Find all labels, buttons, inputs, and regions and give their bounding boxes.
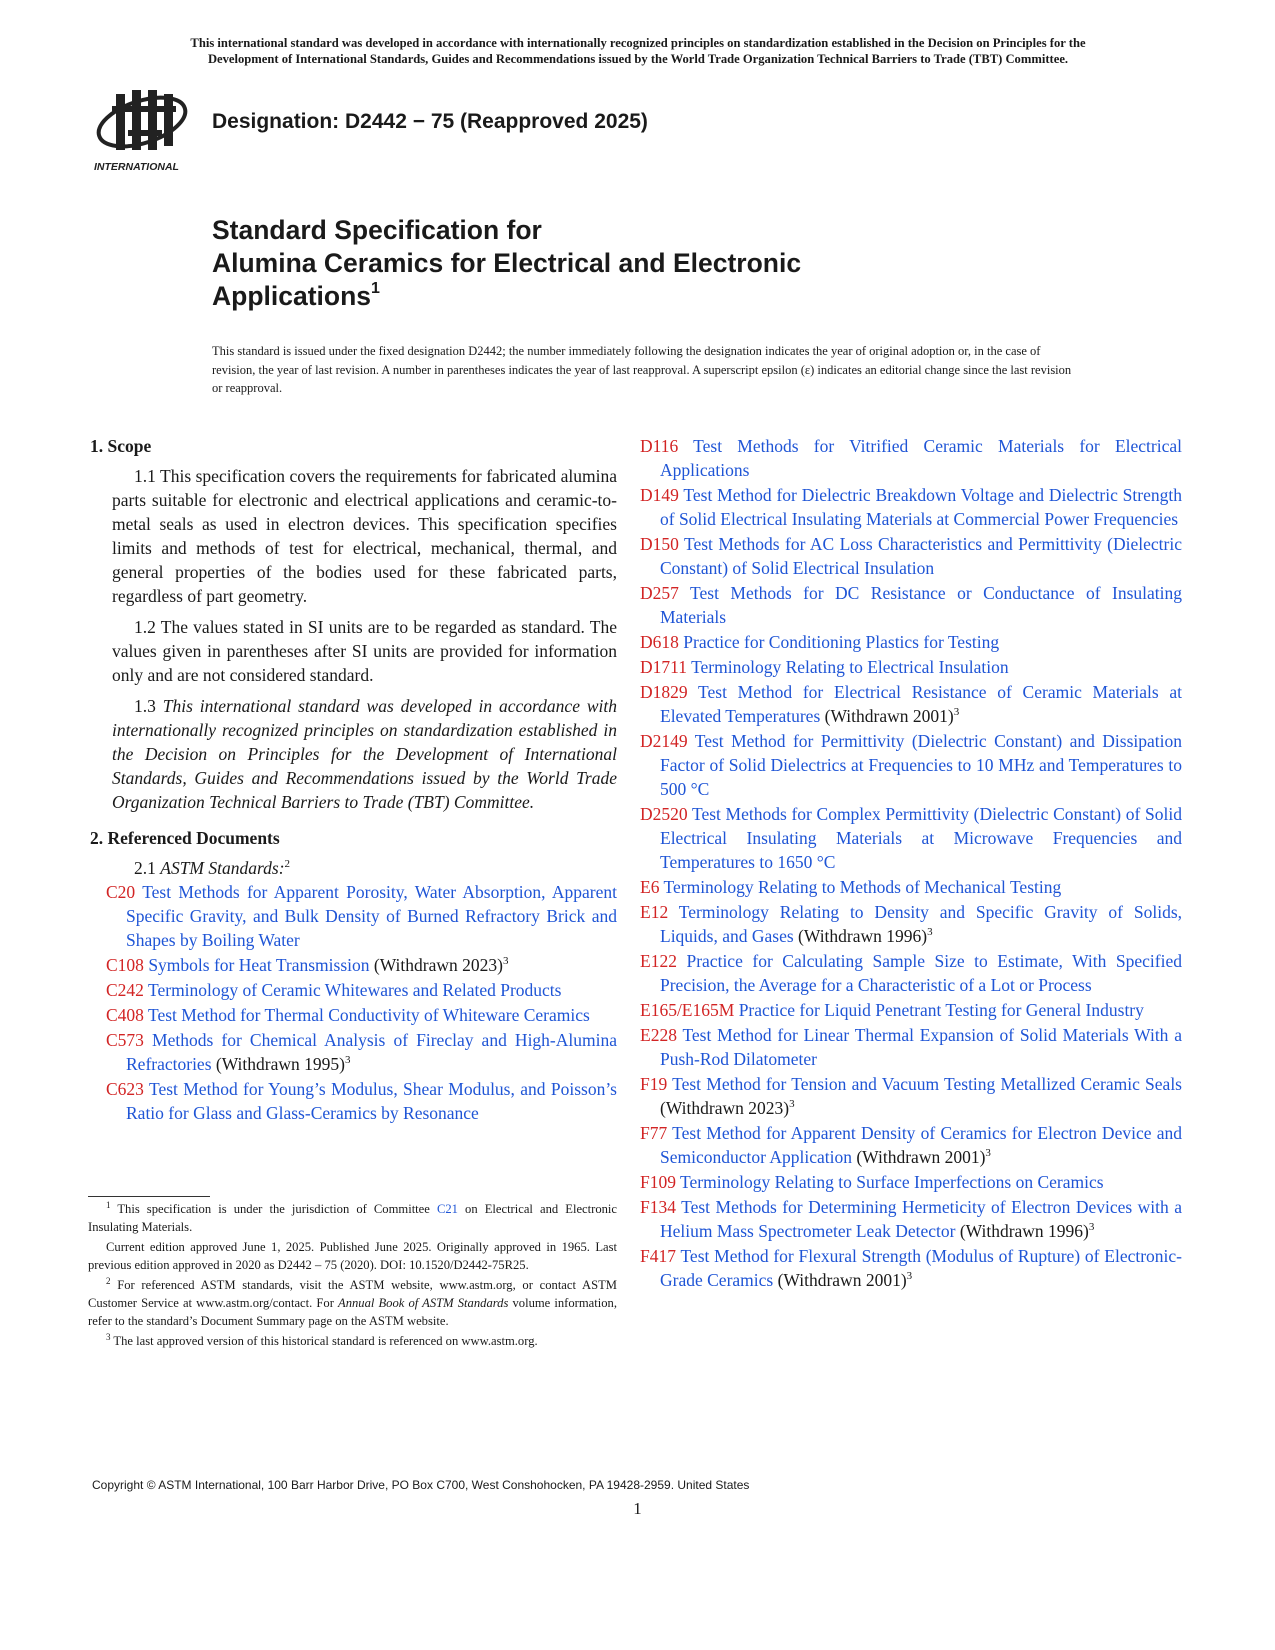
reference-item — [640, 900, 1182, 948]
reference-title-link[interactable]: Test Method for Flexural Strength (Modulus of Rupture) of Electronic-Grade Ceramics — [660, 1246, 1182, 1290]
astm-logo — [92, 84, 190, 174]
reference-code-link[interactable]: F77 — [640, 1123, 668, 1143]
reference-code-link[interactable]: D2149 — [640, 731, 688, 751]
reference-footnote-mark: 3 — [344, 1054, 351, 1066]
title-line-1: Standard Specification for — [212, 215, 542, 245]
reference-item — [640, 1023, 1182, 1071]
reference-footnote-mark: 3 — [502, 955, 509, 967]
reference-code-link[interactable]: E6 — [640, 877, 660, 897]
reference-title-link[interactable]: Test Methods for AC Loss Characteristics and Permittivity (Dielectric Constant) of Solid Electrical Insulation — [660, 534, 1182, 578]
reference-code-link[interactable]: C20 — [106, 882, 136, 902]
reference-footnote-mark: 3 — [927, 926, 933, 938]
reference-code-link[interactable]: D150 — [640, 534, 679, 554]
left-column — [90, 434, 618, 1125]
footnotes — [88, 1200, 617, 1352]
footnote-1-mark: 1 — [106, 1200, 111, 1210]
reference-code-link[interactable]: F109 — [640, 1172, 676, 1192]
reference-title-link[interactable]: Terminology of Ceramic Whitewares and Related Products — [148, 980, 562, 1000]
reference-title-link[interactable]: Practice for Liquid Penetrant Testing for General Industry — [738, 1000, 1144, 1020]
scope-paragraph-3-text: This international standard was developed in accordance with internationally recognized principles on standardization established in the Decision on Principles for the Development of International Standards, Guides and Recommendations issued by the World Trade Organization Technical Barriers to Trade (TBT) Committee. — [112, 696, 618, 812]
reference-code-link[interactable]: C408 — [106, 1005, 144, 1025]
reference-code-link[interactable]: E228 — [640, 1025, 677, 1045]
reference-item — [640, 875, 1182, 899]
scope-paragraph-2: 1.2 The values stated in SI units are to be regarded as standard. The values given in parentheses after SI units are provided for information only and are not considered standard. — [112, 617, 617, 685]
reference-title-link[interactable]: Test Methods for Vitrified Ceramic Materials for Electrical Applications — [660, 436, 1183, 480]
reference-title-link[interactable]: Test Method for Tension and Vacuum Testing Metallized Ceramic Seals — [672, 1074, 1182, 1094]
notice-line-1: This international standard was developed in accordance with internationally recognized principles on standardization established in the Decision on Principles for the — [190, 36, 1086, 50]
reference-item — [640, 802, 1182, 874]
reference-item — [640, 1121, 1182, 1169]
footnote-1-edition: Current edition approved June 1, 2025. Published June 2025. Originally approved in 1965. Last previous edition approved in 2020 as D2442 – 75 (2020). DOI: 10.1520/D2442-75R25. — [88, 1240, 617, 1272]
footnote-2-mark: 2 — [106, 1276, 111, 1286]
reference-title-link[interactable]: Test Method for Young’s Modulus, Shear Modulus, and Poisson’s Ratio for Glass and Glass-Ceramics by Resonance — [126, 1079, 617, 1123]
astm-logo-icon — [92, 84, 190, 174]
footnote-1-text-a: This specification is under the jurisdiction of Committee — [110, 1202, 437, 1216]
reference-code-link[interactable]: C623 — [106, 1079, 144, 1099]
reference-withdrawn-note: (Withdrawn 1996) — [959, 1221, 1089, 1241]
reference-item — [640, 1072, 1182, 1120]
reference-withdrawn-note: (Withdrawn 2023) — [373, 955, 503, 975]
reference-withdrawn-note: (Withdrawn 2001) — [824, 706, 954, 726]
reference-footnote-mark: 3 — [906, 1270, 913, 1282]
reference-title-link[interactable]: Methods for Chemical Analysis of Fireclay and High-Alumina Refractories — [126, 1030, 617, 1074]
subheading-footnote-mark: 2 — [284, 858, 291, 870]
reference-code-link[interactable]: C573 — [106, 1030, 144, 1050]
scope-paragraph-3-number: 1.3 — [134, 696, 163, 716]
reference-item — [640, 630, 1182, 654]
reference-title-link[interactable]: Symbols for Heat Transmission — [148, 955, 370, 975]
reference-footnote-mark: 3 — [953, 706, 960, 718]
title-footnote-mark: 1 — [371, 280, 380, 297]
reference-footnote-mark: 3 — [985, 1147, 991, 1159]
referenced-heading: 2. Referenced Documents — [90, 828, 280, 848]
reference-code-link[interactable]: F417 — [640, 1246, 676, 1266]
page-number: 1 — [633, 1499, 642, 1518]
reference-code-link[interactable]: C242 — [106, 980, 144, 1000]
footnote-3-mark: 3 — [106, 1332, 111, 1342]
reference-footnote-mark: 3 — [1088, 1221, 1095, 1233]
reference-title-link[interactable]: Test Method for Thermal Conductivity of Whiteware Ceramics — [148, 1005, 590, 1025]
reference-title-link[interactable]: Terminology Relating to Electrical Insulation — [691, 657, 1009, 677]
issued-statement: This standard is issued under the fixed designation D2442; the number immediately following the designation indicates the year of original adoption or, in the case of revision, the year of last revision. A number in parentheses indicates the year of last reapproval. A superscript epsilon (ε) indicates an editorial change since the last revision or reapproval. — [212, 344, 1072, 395]
reference-item — [640, 655, 1182, 679]
footnote-3-text: The last approved version of this historical standard is referenced on www.astm.org. — [110, 1334, 538, 1348]
reference-item — [640, 1195, 1182, 1243]
reference-withdrawn-note: (Withdrawn 2001) — [856, 1147, 986, 1167]
reference-title-link[interactable]: Terminology Relating to Methods of Mechanical Testing — [663, 877, 1062, 897]
reference-item — [106, 1003, 617, 1027]
left-reference-list — [106, 880, 617, 1125]
reference-code-link[interactable]: D1711 — [640, 657, 687, 677]
reference-item — [106, 978, 617, 1002]
reference-title-link[interactable]: Test Method for Linear Thermal Expansion of Solid Materials With a Push-Rod Dilatometer — [660, 1025, 1182, 1069]
reference-item — [640, 483, 1182, 531]
reference-code-link[interactable]: F134 — [640, 1197, 676, 1217]
designation: Designation: D2442 − 75 (Reapproved 2025) — [212, 110, 648, 133]
reference-code-link[interactable]: D116 — [640, 436, 679, 456]
reference-title-link[interactable]: Test Method for Apparent Density of Ceramics for Electron Device and Semiconductor Application — [660, 1123, 1182, 1167]
footnote-2 — [88, 1276, 617, 1330]
reference-item — [106, 953, 617, 977]
footnote-2-italic: Annual Book of ASTM Standards — [338, 1296, 509, 1310]
reference-item — [106, 1077, 617, 1125]
document-title — [212, 214, 801, 313]
subheading-label: ASTM Standards: — [160, 858, 285, 878]
reference-title-link[interactable]: Test Method for Electrical Resistance of Ceramic Materials at Elevated Temperatures — [660, 682, 1182, 726]
footnote-3 — [88, 1332, 617, 1350]
committee-link[interactable]: C21 — [436, 1202, 458, 1216]
reference-item — [640, 680, 1182, 728]
reference-title-link[interactable]: Practice for Conditioning Plastics for Testing — [683, 632, 1000, 652]
reference-item — [106, 880, 617, 952]
reference-withdrawn-note: (Withdrawn 2001) — [777, 1270, 907, 1290]
reference-code-link[interactable]: F19 — [640, 1074, 668, 1094]
scope-paragraph-3 — [112, 694, 617, 814]
reference-item — [640, 434, 1182, 482]
reference-code-link[interactable]: D2520 — [640, 804, 688, 824]
reference-footnote-mark: 3 — [789, 1098, 795, 1110]
title-line-3 — [212, 280, 801, 313]
title-line-2: Alumina Ceramics for Electrical and Electronic — [212, 248, 802, 278]
reference-code-link[interactable]: E122 — [640, 951, 677, 971]
reference-item — [640, 949, 1182, 997]
right-column — [640, 434, 1183, 1292]
reference-item — [640, 1170, 1182, 1194]
footnote-2-text-b: volume information, refer to the standard’s Document Summary page on the ASTM website. — [88, 1296, 617, 1328]
reference-withdrawn-note: (Withdrawn 1996) — [798, 926, 928, 946]
subheading-number: 2.1 — [134, 858, 161, 878]
scope-heading: 1. Scope — [90, 436, 152, 456]
wto-notice — [88, 35, 1188, 67]
reference-item — [106, 1028, 617, 1076]
footnote-rule — [88, 1196, 210, 1197]
reference-title-link[interactable]: Test Method for Dielectric Breakdown Voltage and Dielectric Strength of Solid Electrical Insulating Materials at Commercial Power Frequencies — [660, 485, 1182, 529]
scope-paragraph-1: 1.1 This specification covers the requirements for fabricated alumina parts suitable for electronic and electrical applications and ceramic-to-metal seals as used in electron devices. This specification specifies limits and methods of test for electrical, mechanical, thermal, and general properties of the bodies used for these fabricated parts, regardless of part geometry. — [112, 466, 617, 606]
reference-code-link[interactable]: D618 — [640, 632, 679, 652]
reference-withdrawn-note: (Withdrawn 1995) — [215, 1054, 345, 1074]
reference-title-link[interactable]: Test Methods for Complex Permittivity (Dielectric Constant) of Solid Electrical Insulating Materials at Microwave Frequencies and Temperatures to 1650 °C — [660, 804, 1182, 872]
reference-code-link[interactable]: C108 — [106, 955, 144, 975]
reference-item — [640, 1244, 1182, 1292]
footnote-2-text-a: For referenced ASTM standards, visit the ASTM website, www.astm.org, or contact ASTM Customer Service at www.astm.org/contact. For — [88, 1278, 617, 1310]
reference-title-link[interactable]: Test Methods for DC Resistance or Conductance of Insulating Materials — [660, 583, 1182, 627]
reference-code-link[interactable]: E165/E165M — [640, 1000, 735, 1020]
reference-title-link[interactable]: Terminology Relating to Surface Imperfections on Ceramics — [680, 1172, 1104, 1192]
reference-code-link[interactable]: D149 — [640, 485, 679, 505]
right-reference-list — [640, 434, 1182, 1292]
reference-code-link[interactable]: D1829 — [640, 682, 688, 702]
footnote-1-text-b: on Electrical and Electronic Insulating Materials. — [88, 1202, 618, 1234]
reference-title-link[interactable]: Test Method for Permittivity (Dielectric Constant) and Dissipation Factor of Solid Dielectrics at Frequencies to 10 MHz and Temperatures to 500 °C — [660, 731, 1183, 799]
reference-item — [640, 581, 1182, 629]
copyright: Copyright © ASTM International, 100 Barr Harbor Drive, PO Box C700, West Conshohocken, PA 19428-2959. United States — [92, 1478, 750, 1492]
footnote-1 — [88, 1200, 617, 1236]
reference-withdrawn-note: (Withdrawn 2023) — [660, 1098, 790, 1118]
reference-title-link[interactable]: Test Methods for Apparent Porosity, Water Absorption, Apparent Specific Gravity, and Bulk Density of Burned Refractory Brick and Shapes by Boiling Water — [126, 882, 617, 950]
reference-code-link[interactable]: E12 — [640, 902, 669, 922]
reference-title-link[interactable]: Test Methods for Determining Hermeticity of Electron Devices with a Helium Mass Spectrometer Leak Detector — [660, 1197, 1183, 1241]
notice-line-2: Development of International Standards, Guides and Recommendations issued by the World Trade Organization Technical Barriers to Trade (TBT) Committee. — [207, 52, 1069, 66]
title-line-3-text: Applications — [212, 281, 372, 311]
reference-item — [640, 729, 1182, 801]
reference-title-link[interactable]: Practice for Calculating Sample Size to Estimate, With Specified Precision, the Average for a Characteristic of a Lot or Process — [660, 951, 1182, 995]
astm-standards-subheading — [134, 856, 617, 880]
reference-title-link[interactable]: Terminology Relating to Density and Specific Gravity of Solids, Liquids, and Gases — [660, 902, 1182, 946]
logo-text: INTERNATIONAL — [94, 161, 179, 173]
reference-item — [640, 998, 1182, 1022]
reference-code-link[interactable]: D257 — [640, 583, 679, 603]
reference-item — [640, 532, 1182, 580]
